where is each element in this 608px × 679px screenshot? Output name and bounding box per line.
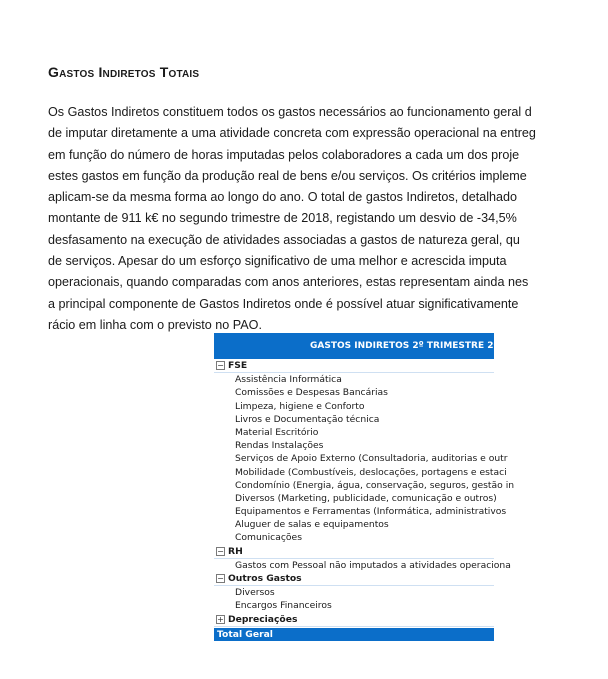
paragraph-line: em função do número de horas imputadas pelos colaboradores a cada um dos proje [48,147,520,162]
table-row: Serviços de Apoio Externo (Consultadoria, auditorias e outr [235,453,508,465]
table-row: Encargos Financeiros [235,600,332,612]
category-row-outros-gastos[interactable] [214,572,494,586]
paragraph-line: aplicam-se da mesma forma ao longo do ano. O total de gastos Indiretos, detalhado [48,190,518,205]
grand-total-row: Total Geral [214,628,494,641]
paragraph-line: Os Gastos Indiretos constituem todos os gastos necessários ao funcionamento geral d [48,105,532,119]
paragraph-line: rácio em linha com o previsto no PAO. [48,317,262,332]
table-row: Diversos [235,587,275,599]
table-row: Mobilidade (Combustíveis, deslocações, portagens e estaci [235,466,507,478]
paragraph-line: de imputar diretamente a uma atividade concreta com expressão operacional na entreg [48,126,536,141]
table-row: Material Escritório [235,426,319,438]
table-row: Gastos com Pessoal não imputados a atividades operaciona [235,559,511,571]
table-row: Limpeza, higiene e Conforto [235,400,365,412]
table-row: Comunicações [235,532,302,544]
paragraph-line: desfasamento na execução de atividades associadas a gastos de natureza geral, qu [48,232,520,247]
category-label: RH [228,545,243,557]
table-row: Rendas Instalações [235,440,324,452]
paragraph-line: a principal componente de Gastos Indiretos onde é possível atuar significativamente [48,296,519,311]
category-label: Outros Gastos [228,573,302,584]
category-row-rh[interactable] [214,545,494,559]
expand-toggle-icon[interactable]: + [217,614,224,624]
table-row: Condomínio (Energia, água, conservação, seguros, gestão in [235,479,515,491]
body-paragraph [48,102,608,336]
category-label: FSE [228,360,248,371]
pivot-table-header: GASTOS INDIRETOS 2º TRIMESTRE 2018 [214,333,494,359]
category-row-fse[interactable] [214,359,494,373]
section-heading: Gastos Indiretos Totais [48,64,200,80]
table-row: Livros e Documentação técnica [235,413,380,425]
table-row: Diversos (Marketing, publicidade, comunicação e outros) [235,492,497,504]
table-row: Aluguer de salas e equipamentos [235,519,389,531]
collapse-toggle-icon[interactable]: − [217,574,224,583]
collapse-toggle-icon[interactable]: − [217,361,224,370]
category-label: Depreciações [228,613,298,625]
table-row: Equipamentos e Ferramentas (Informática, administrativos [235,506,507,518]
paragraph-line: montante de 911 k€ no segundo trimestre de 2018, registando um desvio de -34,5% [48,211,517,226]
table-row: Comissões e Despesas Bancárias [235,387,388,399]
paragraph-line: de serviços. Apesar do um esforço significativo de uma melhor e acrescida imputa [48,254,507,269]
pivot-table [214,333,515,641]
category-row-depreciacoes[interactable] [214,613,494,627]
table-row: Assistência Informática [235,374,342,386]
collapse-toggle-icon[interactable]: − [217,546,224,556]
paragraph-line: estes gastos em função da produção real de bens e/ou serviços. Os critérios impleme [48,168,527,183]
paragraph-line: operacionais, quando comparadas com anos anteriores, estas representam ainda nes [48,275,529,290]
